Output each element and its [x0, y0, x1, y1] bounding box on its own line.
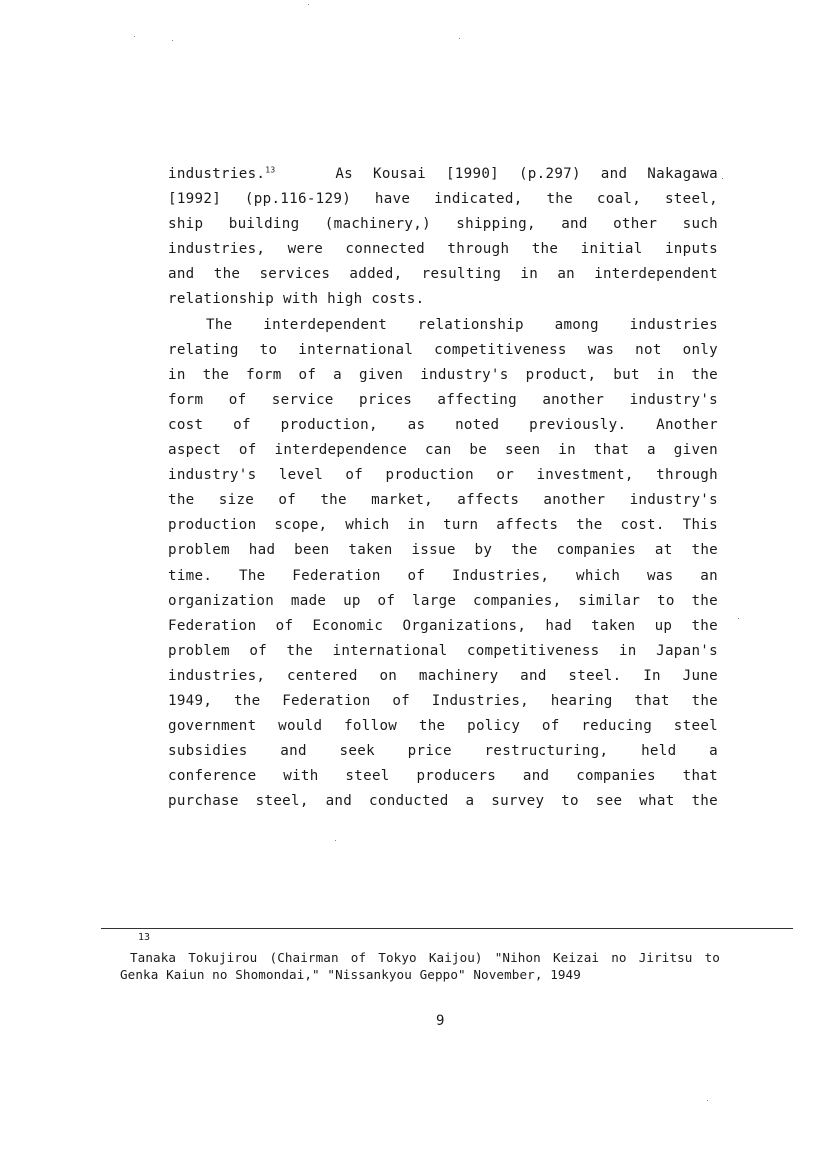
body-line-8: relating to international competitiveness was not only — [168, 341, 718, 358]
footnote-separator — [101, 928, 793, 929]
scan-speck — [459, 38, 460, 39]
body-line-23: government would follow the policy of reducing steel — [168, 718, 718, 735]
body-line-18: organization made up of large companies, similar to the — [168, 592, 718, 609]
body-line-24: subsidies and seek price restructuring, held a — [168, 743, 718, 760]
body-line-13: industry's level of production or investment, through — [168, 467, 718, 484]
footnote-line-2: Genka Kaiun no Shomondai," "Nissankyou Geppo" November, 1949 — [120, 966, 581, 982]
body-line-14: the size of the market, affects another industry's — [168, 492, 718, 509]
body-line-10: form of service prices affecting another industry's — [168, 391, 718, 408]
body-line-17: time. The Federation of Industries, which was an — [168, 567, 718, 584]
body-line-9: in the form of a given industry's product, but in the — [168, 366, 718, 383]
body-line-25: conference with steel producers and companies that — [168, 768, 718, 785]
footnote — [120, 950, 720, 983]
body-line-7: The interdependent relationship among industries — [206, 316, 718, 333]
body-line-2: [1992] (pp.116-129) have indicated, the coal, steel, — [168, 191, 718, 208]
scan-speck — [738, 618, 739, 619]
scan-speck — [134, 36, 135, 37]
page-number: 9 — [436, 1013, 445, 1029]
body-line-3: ship building (machinery,) shipping, and other such — [168, 216, 718, 233]
body-line-26: purchase steel, and conducted a survey to see what the — [168, 793, 718, 810]
body-line-1: industries.$^{13}$ As Kousai [1990] (p.297) and Nakagawa — [168, 165, 718, 182]
body-line-12: aspect of interdependence can be seen in that a given — [168, 442, 718, 459]
body-line-20: problem of the international competitiveness in Japan's — [168, 642, 718, 659]
scan-speck — [308, 4, 309, 5]
scan-speck — [335, 840, 336, 841]
scan-speck — [172, 40, 173, 41]
footnote-reference: 13 — [265, 165, 276, 175]
body-line-21: industries, centered on machinery and steel. In June — [168, 667, 718, 684]
body-line-11: cost of production, as noted previously. Another — [168, 416, 718, 433]
body-line-5: and the services added, resulting in an interdependent — [168, 266, 718, 283]
body-line-19: Federation of Economic Organizations, had taken up the — [168, 617, 718, 634]
footnote-number: 13 — [138, 932, 151, 943]
scan-speck — [722, 178, 723, 179]
footnote-line-1: Tanaka Tokujirou (Chairman of Tokyo Kaijou) "Nihon Keizai no Jiritsu to — [130, 950, 720, 965]
body-line-15: production scope, which in turn affects the cost. This — [168, 517, 718, 534]
body-line-6: relationship with high costs. — [168, 291, 425, 308]
body-text — [168, 162, 718, 814]
scan-speck — [707, 1100, 708, 1101]
body-line-22: 1949, the Federation of Industries, hearing that the — [168, 692, 718, 709]
body-line-4: industries, were connected through the initial inputs — [168, 241, 718, 258]
body-line-16: problem had been taken issue by the companies at the — [168, 542, 718, 559]
